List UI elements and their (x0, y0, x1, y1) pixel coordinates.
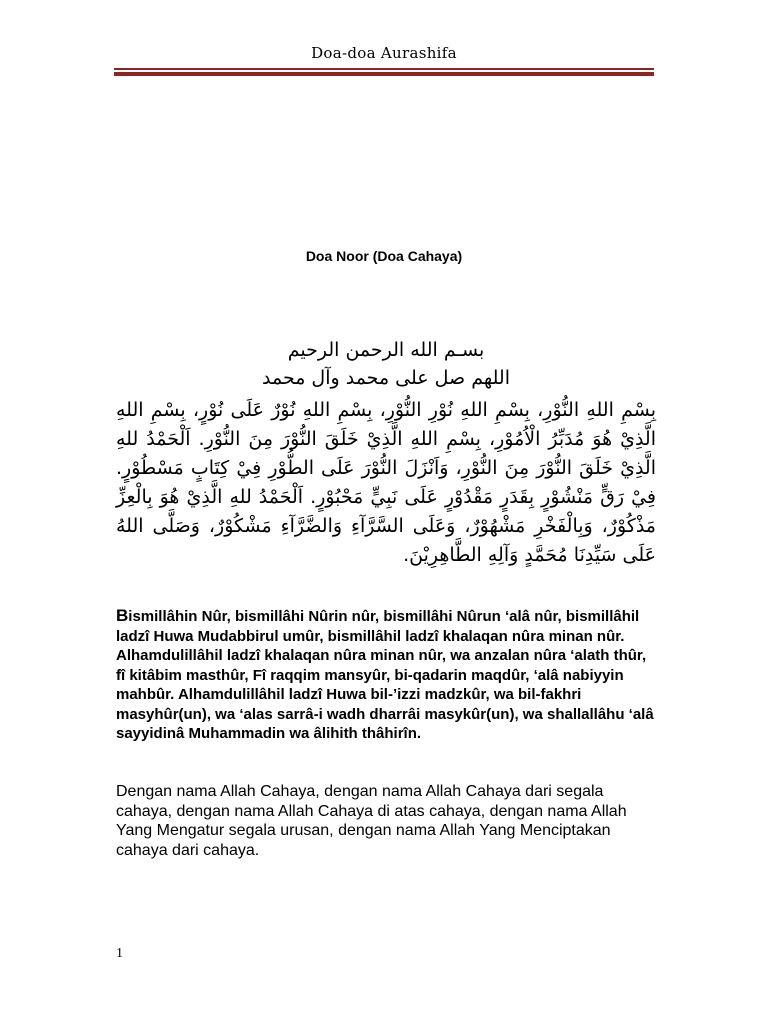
arabic-text-block (116, 336, 656, 570)
transliteration-first-letter: B (116, 606, 129, 625)
header-rule-thin (114, 68, 654, 70)
prayer-title: Doa Noor (Doa Cahaya) (305, 248, 463, 264)
arabic-salawat: اللهم صل على محمد وآل محمد (261, 367, 510, 389)
running-header: Doa-doa Aurashifa (311, 44, 457, 62)
page-number: 1 (116, 946, 123, 961)
header-rule-thick (114, 72, 654, 76)
arabic-basmala: بسـم الله الرحمن الرحيم (287, 339, 485, 361)
transliteration-paragraph (116, 606, 656, 744)
transliteration-text: ismillâhin Nûr, bismillâhi Nûrin nûr, bismillâhi Nûrun ‘alâ nûr, bismillâhil ladzî Huwa Mudabbirul umûr, bismillâhil ladzî khalaqan nûra minan nûr. Alhamdulillâhil ladzî khalaqan nûra minan nûr, wa anzalan nûra ‘alath thûr, fî kitâbim masthûr, Fî raqqim mansyûr, bi-qadarin maqdûr, ‘alâ nabiyyin mahbûr. Alhamdulillâhil ladzî Huwa bil-’izzi madzkûr, wa bil-fakhri masyhûr(un), wa ‘alas sarrâ-i wadh dharrâi masykûr(un), wa shallallâhu ‘alâ sayyidinâ Muhammadin wa âlihith thâhirîn. (116, 608, 654, 742)
arabic-prayer: بِسْمِ اللهِ النُّوْرِ، بِسْمِ اللهِ نُوْرِ النُّوْرِ، بِسْمِ اللهِ نُوْرٌ عَلَى نُوْرٍ، بِسْمِ اللهِ الَّذِيْ هُوَ مُدَبِّرُ الْاُمُوْرِ، بِسْمِ اللهِ الَّذِيْ خَلَقَ النُّوْرَ مِنَ النُّوْرِ. اَلْحَمْدُ للهِ الَّذِيْ خَلَقَ النُّوْرَ مِنَ النُّوْرِ، وَاَنْزَلَ النُّوْرَ عَلَى الطُّوْرِ فِيْ كِتَابٍ مَسْطُوْرٍ. فِيْ رَقٍّ مَنْشُوْرٍ بِقَدَرٍ مَقْدُوْرٍ عَلَى نَبِيٍّ مَحْبُوْرٍ. اَلْحَمْدُ للهِ الَّذِيْ هُوَ بِالْعِزِّ مَذْكُوْرٌ، وَبِالْفَخْرِ مَشْهُوْرٌ، وَعَلَى السَّرَّآءِ وَالضَّرَّآءِ مَشْكُوْرٌ، وَصَلَّى اللهُ عَلَى سَيِّدِنَا مُحَمَّدٍ وَآلِهِ الطَّاهِرِيْنَ. (116, 399, 656, 566)
translation-paragraph: Dengan nama Allah Cahaya, dengan nama Allah Cahaya dari segala cahaya, dengan nama Allah Cahaya di atas cahaya, dengan nama Allah Yang Mengatur segala urusan, dengan nama Allah Yang Menciptakan cahaya dari cahaya. (116, 783, 627, 859)
